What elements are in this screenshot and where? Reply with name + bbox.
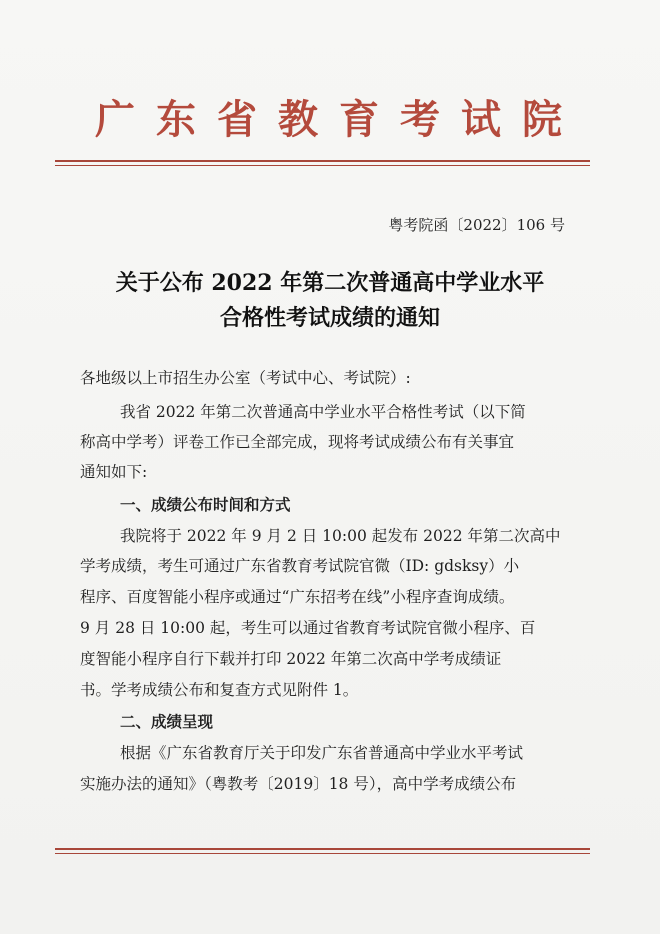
section1-line: 我院将于 2022 年 9 月 2 日 10:00 起发布 2022 年第二次高中	[120, 527, 561, 545]
document-number: 粤考院函〔2022〕106 号	[388, 216, 565, 234]
footer-rule	[55, 848, 590, 850]
section1-line: 学考成绩，考生可通过广东省教育考试院官微（ID: gdsksy）小	[80, 557, 520, 575]
section1-line: 书。学考成绩公布和复查方式见附件 1。	[80, 681, 359, 699]
letterhead-rule-top	[55, 160, 590, 162]
footer-rule-thin	[55, 853, 590, 854]
section1-line: 度智能小程序自行下载并打印 2022 年第二次高中学考成绩证	[80, 650, 502, 668]
intro-line: 通知如下:	[80, 463, 148, 481]
document-title-line-2: 合格性考试成绩的通知	[219, 305, 440, 331]
document-title-line-1: 关于公布 2022 年第二次普通高中学业水平	[115, 270, 545, 296]
intro-line: 称高中学考）评卷工作已全部完成，现将考试成绩公布有关事宜	[80, 433, 515, 451]
section1-line: 9 月 28 日 10:00 起，考生可以通过省教育考试院官微小程序、百	[80, 619, 536, 637]
section1-line: 程序、百度智能小程序或通过“广东招考在线”小程序查询成绩。	[80, 588, 515, 606]
letterhead-rule-top-thin	[55, 165, 590, 166]
section2-line: 根据《广东省教育厅关于印发广东省普通高中学业水平考试	[120, 744, 524, 762]
section-heading-2: 二、成绩呈现	[120, 713, 214, 731]
salutation: 各地级以上市招生办公室（考试中心、考试院）:	[80, 369, 411, 387]
letterhead-org-name: 广东省教育考试院	[95, 96, 583, 143]
intro-line: 我省 2022 年第二次普通高中学业水平合格性考试（以下简	[120, 403, 526, 421]
section2-line: 实施办法的通知》（粤教考〔2019〕18 号），高中学考成绩公布	[80, 775, 517, 793]
section-heading-1: 一、成绩公布时间和方式	[120, 496, 291, 514]
